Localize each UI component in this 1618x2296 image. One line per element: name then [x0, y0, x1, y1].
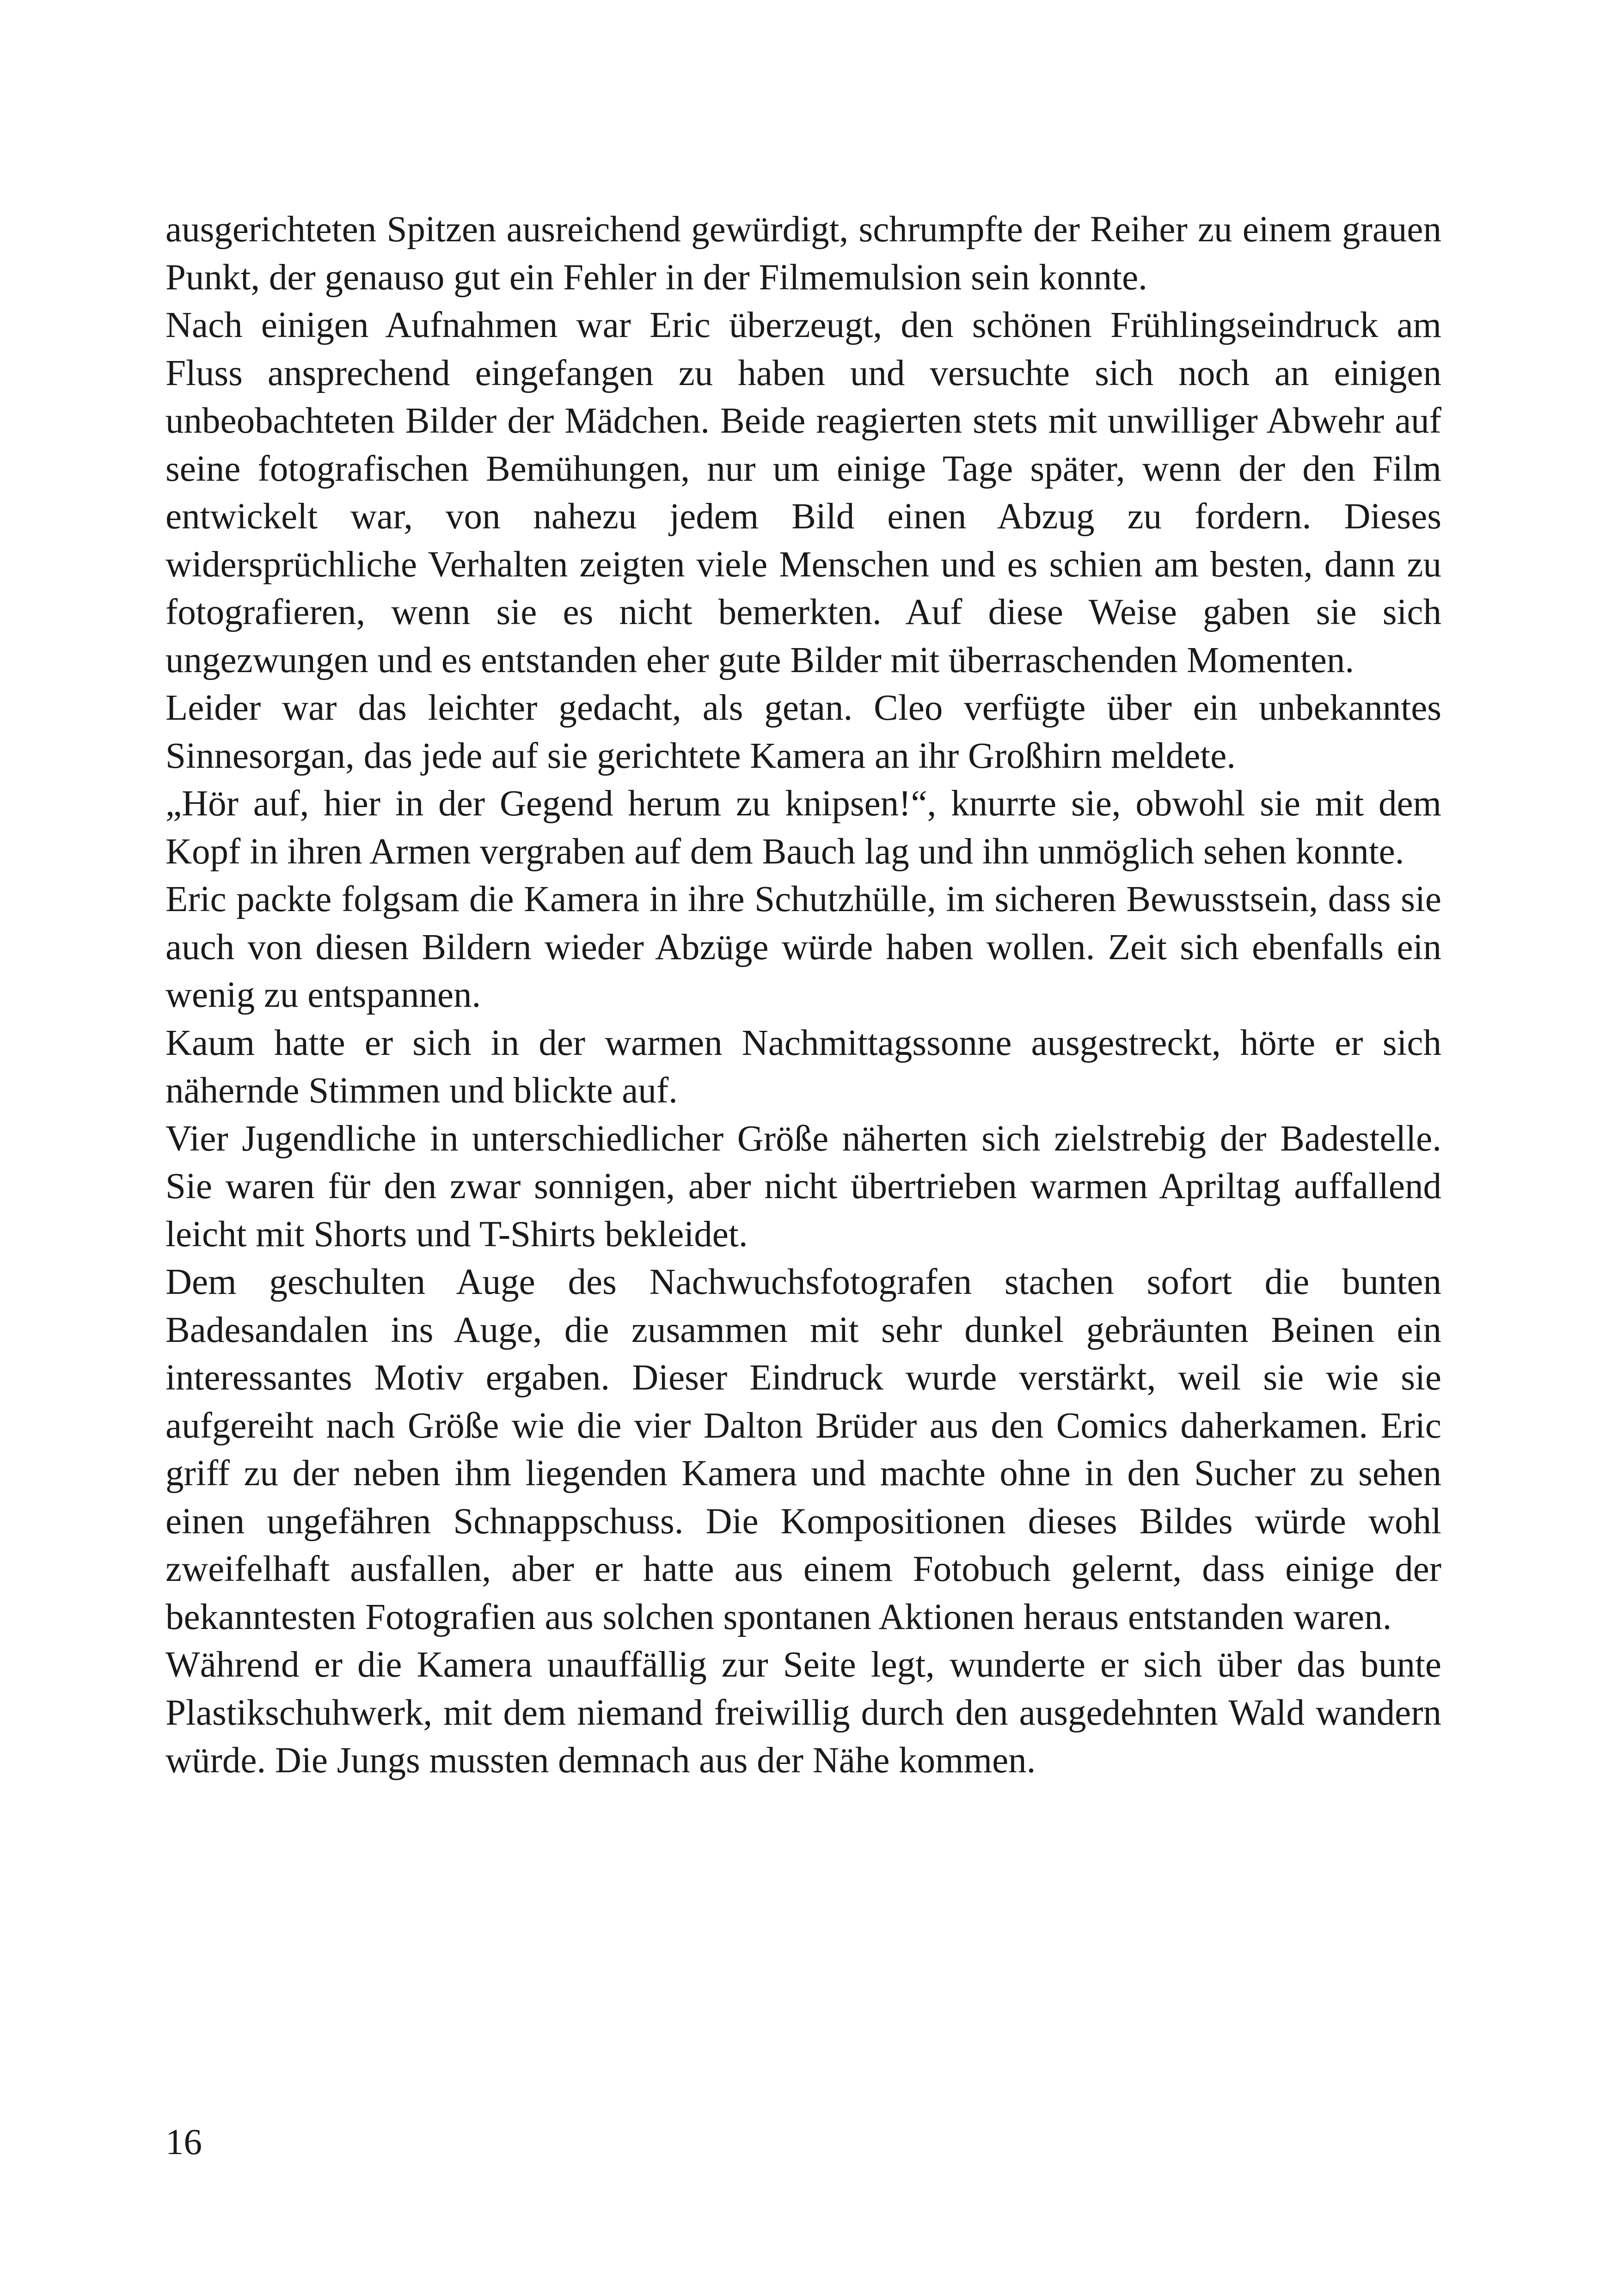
paragraph: Dem geschulten Auge des Nachwuchsfotografen stachen sofort die bunten Badesandalen ins Auge, die zusammen mit sehr dunkel gebräunten Beinen ein interessantes Motiv ergaben. Dieser Eindruck wurde verstärkt, weil sie wie sie aufgereiht nach Größe wie die vier Dalton Brüder aus den Comics daherkamen. Eric griff zu der neben ihm liegenden Kamera und machte ohne in den Sucher zu sehen einen ungefähren Schnappschuss. Die Kompositionen dieses Bildes würde wohl zweifelhaft ausfallen, aber er hatte aus einem Fotobuch gelernt, dass einige der bekanntesten Fotografien aus solchen spontanen Aktionen heraus entstanden waren. [165, 1262, 1441, 1637]
page-number: 16 [165, 2122, 202, 2162]
paragraph: Kaum hatte er sich in der warmen Nachmittagssonne ausgestreckt, hörte er sich nähernde Stimmen und blickte auf. [165, 1022, 1441, 1111]
paragraph: Nach einigen Aufnahmen war Eric überzeugt, den schönen Frühlingseindruck am Fluss ansprechend eingefangen zu haben und versuchte sich noch an einigen unbeobachteten Bilder der Mädchen. Beide reagierten stets mit unwilliger Abwehr auf seine fotografischen Bemühungen, nur um einige Tage später, wenn der den Film entwickelt war, von nahezu jedem Bild einen Abzug zu fordern. Dieses widersprüchliche Verhalten zeigten viele Menschen und es schien am besten, dann zu fotografieren, wenn sie es nicht bemerkten. Auf diese Weise gaben sie sich ungezwungen und es entstanden eher gute Bilder mit überraschenden Momenten. [165, 305, 1441, 680]
paragraph: Eric packte folgsam die Kamera in ihre Schutzhülle, im sicheren Bewusstsein, dass sie auch von diesen Bildern wieder Abzüge würde haben wollen. Zeit sich ebenfalls ein wenig zu entspannen. [165, 879, 1441, 1015]
paragraph: Vier Jugendliche in unterschiedlicher Größe näherten sich zielstrebig der Badestelle. Sie waren für den zwar sonnigen, aber nicht übertrieben warmen Apriltag auffallend leicht mit Shorts und T-Shirts bekleidet. [165, 1118, 1441, 1255]
paragraph: Während er die Kamera unauffällig zur Seite legt, wunderte er sich über das bunte Plastikschuhwerk, mit dem niemand freiwillig durch den ausgedehnten Wald wandern würde. Die Jungs mussten demnach aus der Nähe kommen. [165, 1645, 1441, 1781]
paragraph: „Hör auf, hier in der Gegend herum zu knipsen!“, knurrte sie, obwohl sie mit dem Kopf in ihren Armen vergraben auf dem Bauch lag und ihn unmöglich sehen konnte. [165, 784, 1441, 872]
body-text [165, 206, 1441, 1785]
paragraph: ausgerichteten Spitzen ausreichend gewürdigt, schrumpfte der Reiher zu einem grauen Punkt, der genauso gut ein Fehler in der Filmemulsion sein konnte. [165, 209, 1441, 298]
paragraph: Leider war das leichter gedacht, als getan. Cleo verfügte über ein unbekanntes Sinnesorgan, das jede auf sie gerichtete Kamera an ihr Großhirn meldete. [165, 688, 1441, 776]
